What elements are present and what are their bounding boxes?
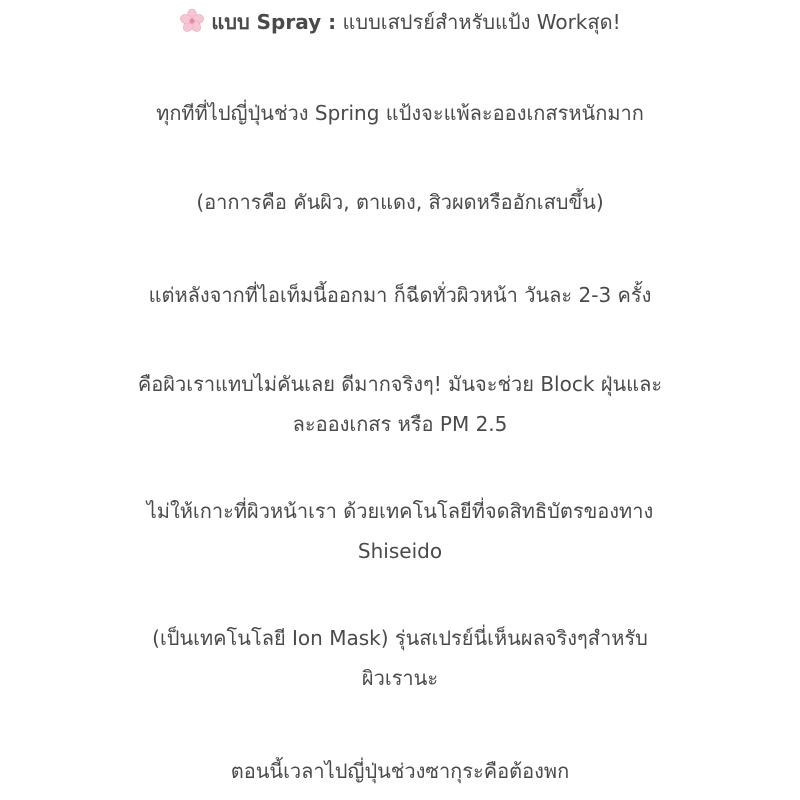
heading-prefix: แบบ Spray : (211, 10, 337, 34)
paragraph-line: ทุกทีที่ไปญี่ปุ่นช่วง Spring แป้งจะแพ้ละอองเกสรหนักมาก (156, 101, 644, 125)
paragraph-line: ผิวเรานะ (361, 666, 439, 690)
paragraph-line: คือผิวเราแทบไม่คันเลย ดีมากจริงๆ! มันจะช่วย Block ฝุ่นและ (137, 372, 663, 396)
paragraph-5 (60, 491, 740, 571)
paragraph-line: ไม่ให้เกาะที่ผิวหน้าเรา ด้วยเทคโนโลยีที่จดสิทธิบัตรของทาง (146, 499, 654, 523)
paragraph-line: ละอองเกสร หรือ PM 2.5 (292, 412, 508, 436)
heading-line (60, 2, 740, 42)
heading-text: แบบเสปรย์สำหรับแป้ง Workสุด! (336, 10, 621, 34)
paragraph-line: (เป็นเทคโนโลยี Ion Mask) รุ่นสเปรย์นี่เห็นผลจริงๆสำหรับ (152, 626, 648, 650)
paragraph-7 (60, 751, 740, 791)
paragraph-line: (อาการคือ คันผิว, ตาแดง, สิวผดหรืออักเสบขึ้น) (196, 190, 604, 214)
paragraph-6 (60, 618, 740, 698)
paragraph-2 (60, 182, 740, 222)
cherry-blossom-icon (179, 7, 205, 33)
paragraph-1 (60, 93, 740, 133)
paragraph-4 (60, 364, 740, 444)
paragraph-line: แต่หลังจากที่ไอเท็มนี้ออกมา ก็ฉีดทั่วผิวหน้า วันละ 2-3 ครั้ง (148, 283, 652, 307)
paragraph-3 (60, 275, 740, 315)
paragraph-line: ตอนนี้เวลาไปญี่ปุ่นช่วงซากุระคือต้องพก (230, 759, 570, 783)
paragraph-line: Shiseido (357, 539, 443, 563)
